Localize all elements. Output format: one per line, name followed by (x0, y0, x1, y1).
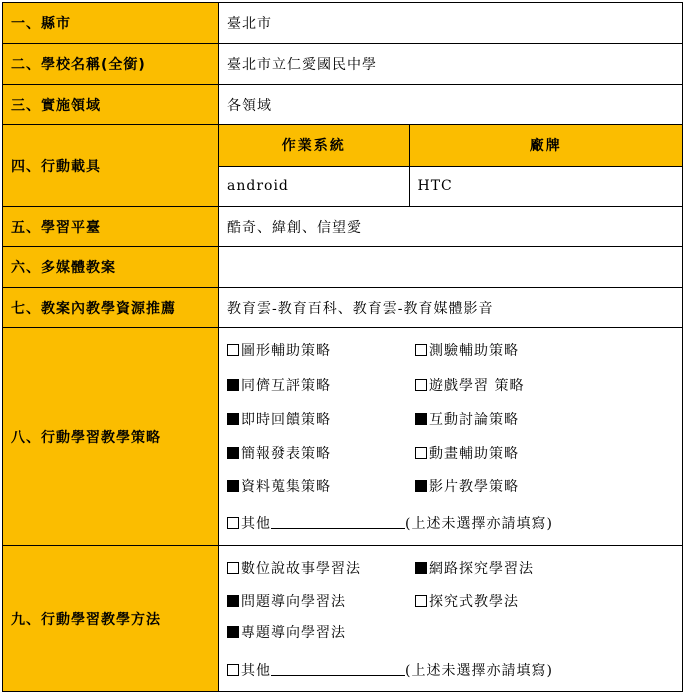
strategy-option-text: 遊戲學習 策略 (429, 378, 525, 394)
method-option-text: 探究式教學法 (429, 594, 519, 610)
row-platform (3, 207, 683, 247)
row-multimedia (3, 247, 683, 288)
row-device (3, 125, 683, 207)
strategy-option[interactable] (227, 342, 331, 360)
method-option-text: 網路探究學習法 (429, 561, 534, 577)
method-label: 九、行動學習教學方法 (3, 546, 219, 692)
county-value: 臺北市 (219, 3, 683, 44)
checkbox-icon[interactable] (415, 379, 427, 391)
strategy-option[interactable] (227, 445, 331, 463)
checkbox-icon[interactable] (415, 447, 427, 459)
brand-header: 廠牌 (409, 125, 682, 166)
strategy-option[interactable] (415, 411, 519, 429)
strategy-options (219, 328, 683, 546)
method-other-option[interactable] (227, 662, 553, 680)
device-subtable-cell (219, 125, 683, 207)
method-option[interactable] (227, 560, 361, 578)
strategy-option-text: 即時回饋策略 (241, 412, 331, 428)
strategy-option[interactable] (415, 377, 524, 395)
resources-label: 七、教案內教學資源推薦 (3, 288, 219, 328)
row-domain (3, 85, 683, 125)
method-option[interactable] (415, 593, 519, 611)
strategy-option-text: 圖形輔助策略 (241, 343, 331, 359)
strategy-other-label: 其他 (241, 516, 271, 532)
strategy-label: 八、行動學習教學策略 (3, 328, 219, 546)
county-label: 一、縣市 (3, 3, 219, 44)
multimedia-value (219, 247, 683, 288)
domain-value: 各領域 (219, 85, 683, 125)
method-other-blank[interactable] (271, 663, 405, 676)
checkbox-icon[interactable] (227, 480, 239, 492)
strategy-other-blank[interactable] (271, 516, 405, 529)
os-value: android (219, 166, 409, 206)
checkbox-icon[interactable] (227, 562, 239, 574)
checkbox-icon[interactable] (227, 447, 239, 459)
checkbox-icon[interactable] (227, 517, 239, 529)
strategy-option[interactable] (227, 377, 331, 395)
domain-label: 三、實施領域 (3, 85, 219, 125)
brand-value: HTC (409, 166, 682, 206)
strategy-option[interactable] (227, 411, 331, 429)
strategy-option[interactable] (415, 478, 519, 496)
device-subtable (219, 125, 682, 206)
strategy-option-text: 影片教學策略 (429, 479, 519, 495)
checkbox-icon[interactable] (227, 413, 239, 425)
school-label: 二、學校名稱(全銜) (3, 44, 219, 85)
platform-value: 酷奇、緯創、信望愛 (219, 207, 683, 247)
method-options (219, 546, 683, 692)
row-resources (3, 288, 683, 328)
method-option-text: 數位說故事學習法 (241, 561, 361, 577)
row-school (3, 44, 683, 85)
checkbox-icon[interactable] (227, 344, 239, 356)
method-other-hint: (上述未選擇亦請填寫) (405, 663, 553, 679)
strategy-other-hint: (上述未選擇亦請填寫) (405, 516, 553, 532)
checkbox-icon[interactable] (415, 595, 427, 607)
method-option-text: 專題導向學習法 (241, 625, 346, 641)
checkbox-icon[interactable] (227, 595, 239, 607)
strategy-option[interactable] (415, 342, 519, 360)
os-header: 作業系統 (219, 125, 409, 166)
strategy-option-text: 測驗輔助策略 (429, 343, 519, 359)
strategy-option-text: 互動討論策略 (429, 412, 519, 428)
checkbox-icon[interactable] (415, 344, 427, 356)
strategy-option-text: 簡報發表策略 (241, 446, 331, 462)
strategy-option-text: 資料蒐集策略 (241, 479, 331, 495)
device-label: 四、行動載具 (3, 125, 219, 207)
school-value: 臺北市立仁愛國民中學 (219, 44, 683, 85)
row-county (3, 3, 683, 44)
checkbox-icon[interactable] (415, 480, 427, 492)
multimedia-label: 六、多媒體教案 (3, 247, 219, 288)
method-other-label: 其他 (241, 663, 271, 679)
method-option[interactable] (227, 593, 346, 611)
checkbox-icon[interactable] (227, 626, 239, 638)
platform-label: 五、學習平臺 (3, 207, 219, 247)
row-method (3, 546, 683, 692)
strategy-option[interactable] (415, 445, 519, 463)
resources-value: 教育雲-教育百科、教育雲-教育媒體影音 (219, 288, 683, 328)
checkbox-icon[interactable] (227, 379, 239, 391)
row-strategy (3, 328, 683, 546)
strategy-option-text: 動畫輔助策略 (429, 446, 519, 462)
checkbox-icon[interactable] (227, 664, 239, 676)
info-form-table (2, 2, 683, 692)
strategy-other-option[interactable] (227, 515, 553, 533)
method-option[interactable] (415, 560, 534, 578)
checkbox-icon[interactable] (415, 413, 427, 425)
strategy-option-text: 同儕互評策略 (241, 378, 331, 394)
checkbox-icon[interactable] (415, 562, 427, 574)
method-option[interactable] (227, 624, 346, 642)
strategy-option[interactable] (227, 478, 331, 496)
method-option-text: 問題導向學習法 (241, 594, 346, 610)
